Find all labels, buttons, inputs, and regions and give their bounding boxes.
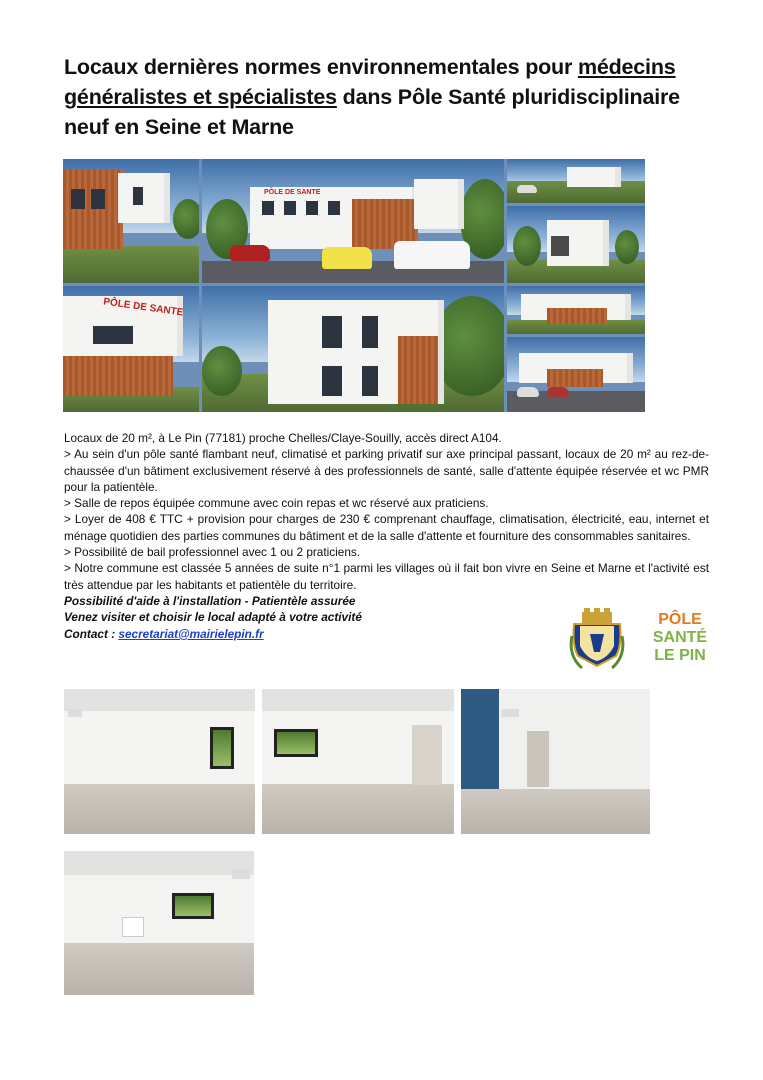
contact-email-link[interactable]: secretariat@mairielepin.fr (118, 626, 264, 641)
photo-building-sign (63, 286, 199, 412)
logo-line-lepin: LE PIN (654, 647, 706, 664)
desc-line1: Locaux de 20 m², à Le Pin (77181) proche Chelles/Claye-Souilly, accès direct A104. (64, 431, 502, 445)
photo-building-corner (63, 159, 199, 283)
installation-help: Possibilité d'aide à l'installation - Patientèle assurée (64, 593, 356, 608)
photo-parking (507, 337, 645, 412)
photo-side-view (507, 206, 645, 283)
photo-interior-4 (64, 851, 254, 995)
title-underlined: médecins généralistes et spécialistes (64, 55, 676, 109)
title-part3: dans Pôle Santé pluridisciplinaire neuf en Seine et Marne (64, 85, 680, 139)
photo-building-rear (202, 286, 504, 412)
photo-building-front (202, 159, 504, 283)
sign-pole-de-sante: PÔLE DE SANTE (264, 189, 321, 196)
photo-aerial-view (507, 159, 645, 203)
page-title (64, 52, 724, 142)
visit-invite: Venez visiter et choisir le local adapté à votre activité (64, 610, 362, 625)
title-part1: Locaux dernières normes environnementales pour (64, 55, 578, 79)
photo-interior-2 (262, 689, 454, 834)
desc-line3: > Salle de repos équipée commune avec coin repas et wc réservé aux praticiens. (64, 496, 489, 511)
photo-interior-3 (461, 689, 650, 834)
desc-line5: > Possibilité de bail professionnel avec 1 ou 2 praticiens. (64, 545, 361, 560)
photo-interior-1 (64, 689, 255, 834)
logo-line-sante: SANTÉ (652, 629, 708, 646)
town-crest-logo (568, 606, 626, 672)
pole-sante-logo (650, 611, 710, 665)
desc-line6: > Notre commune est classée 5 années de suite n°1 parmi les villages où il fait bon vivre en Seine et Marne et l'activité est très attendue par les habitants et patientèle du territoire. (64, 561, 709, 592)
sign-pole-de-sante-left: PÔLE DE SANTE (102, 296, 184, 319)
desc-line2: > Au sein d'un pôle santé flambant neuf, climatisé et parking privatif sur axe principal passant, locaux de 20 m² au rez-de-chaussée d'un bâtiment exclusivement réservé à des professionnels de santé, salle d'attente équipée réservée et wc PMR pour la patientèle. (64, 447, 709, 494)
logo-line-pole: PÔLE (658, 611, 702, 628)
contact-label: Contact : (64, 626, 119, 641)
photo-long-facade (507, 286, 645, 334)
building-photo-collage (63, 159, 645, 412)
desc-line4: > Loyer de 408 € TTC + provision pour charges de 230 € comprenant chauffage, climatisation, électricité, eau, internet et ménage quotidien des parties communes du bâtiment et de la salle d'attente et fourniture des consommables sanitaires. (64, 512, 709, 543)
